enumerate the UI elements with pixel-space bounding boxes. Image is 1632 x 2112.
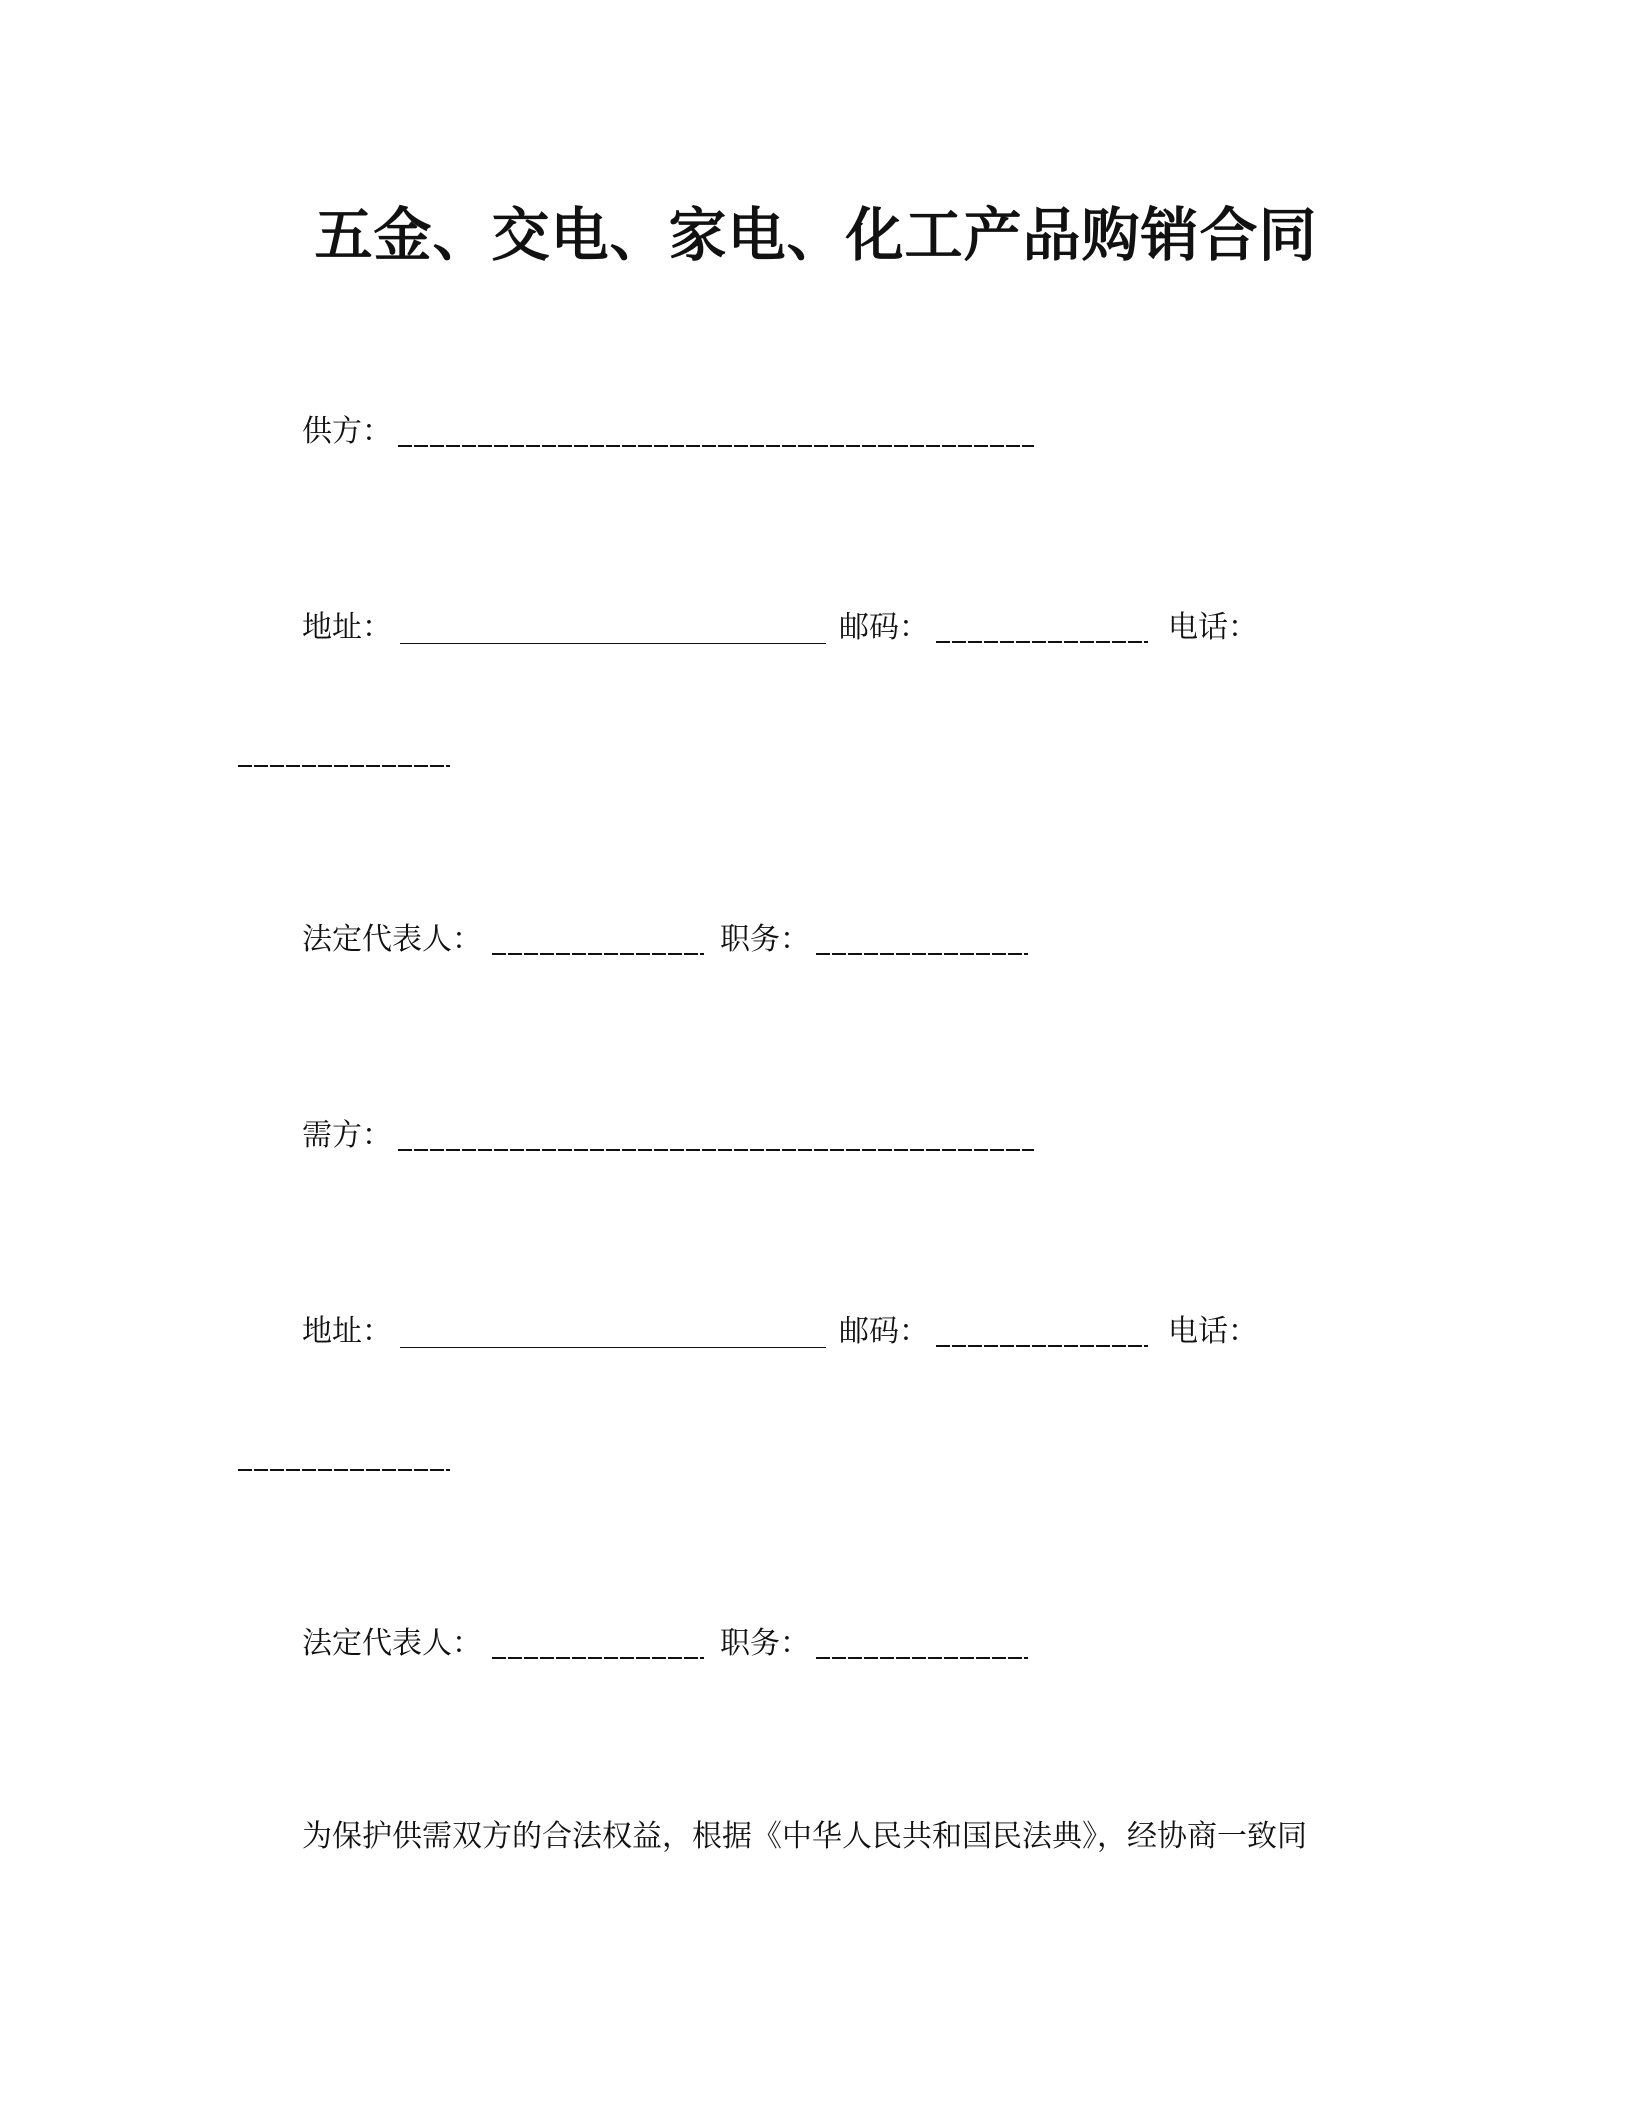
supplier-postcode-blank[interactable] xyxy=(936,603,1148,643)
supplier-rep-label: 法定代表人： xyxy=(302,922,482,957)
supplier-address-label: 地址： xyxy=(302,610,392,645)
supplier-phone-blank[interactable] xyxy=(238,727,450,767)
buyer-postcode-blank[interactable] xyxy=(936,1307,1148,1347)
supplier-rep-blank[interactable] xyxy=(492,915,704,955)
supplier-position-blank[interactable] xyxy=(816,915,1028,955)
supplier-phone-label: 电话： xyxy=(1168,610,1258,645)
supplier-party-label: 供方： xyxy=(302,414,392,449)
supplier-postcode-label: 邮码： xyxy=(839,610,929,645)
intro-paragraph: 为保护供需双方的合法权益，根据《中华人民共和国民法典》，经协商一致同 xyxy=(302,1819,1307,1854)
buyer-position-label: 职务： xyxy=(720,1626,810,1661)
buyer-postcode-label: 邮码： xyxy=(839,1314,929,1349)
document-title: 五金、交电、家电、化工产品购销合同 xyxy=(314,201,1318,269)
supplier-position-label: 职务： xyxy=(720,922,810,957)
supplier-address-blank[interactable] xyxy=(400,603,826,644)
buyer-position-blank[interactable] xyxy=(816,1619,1028,1659)
buyer-address-label: 地址： xyxy=(302,1314,392,1349)
supplier-party-blank[interactable] xyxy=(398,407,1034,447)
buyer-rep-blank[interactable] xyxy=(492,1619,704,1659)
buyer-phone-blank[interactable] xyxy=(238,1431,450,1471)
buyer-party-label: 需方： xyxy=(302,1118,392,1153)
buyer-party-blank[interactable] xyxy=(398,1111,1034,1151)
buyer-phone-label: 电话： xyxy=(1168,1314,1258,1349)
buyer-address-blank[interactable] xyxy=(400,1307,826,1348)
buyer-rep-label: 法定代表人： xyxy=(302,1626,482,1661)
